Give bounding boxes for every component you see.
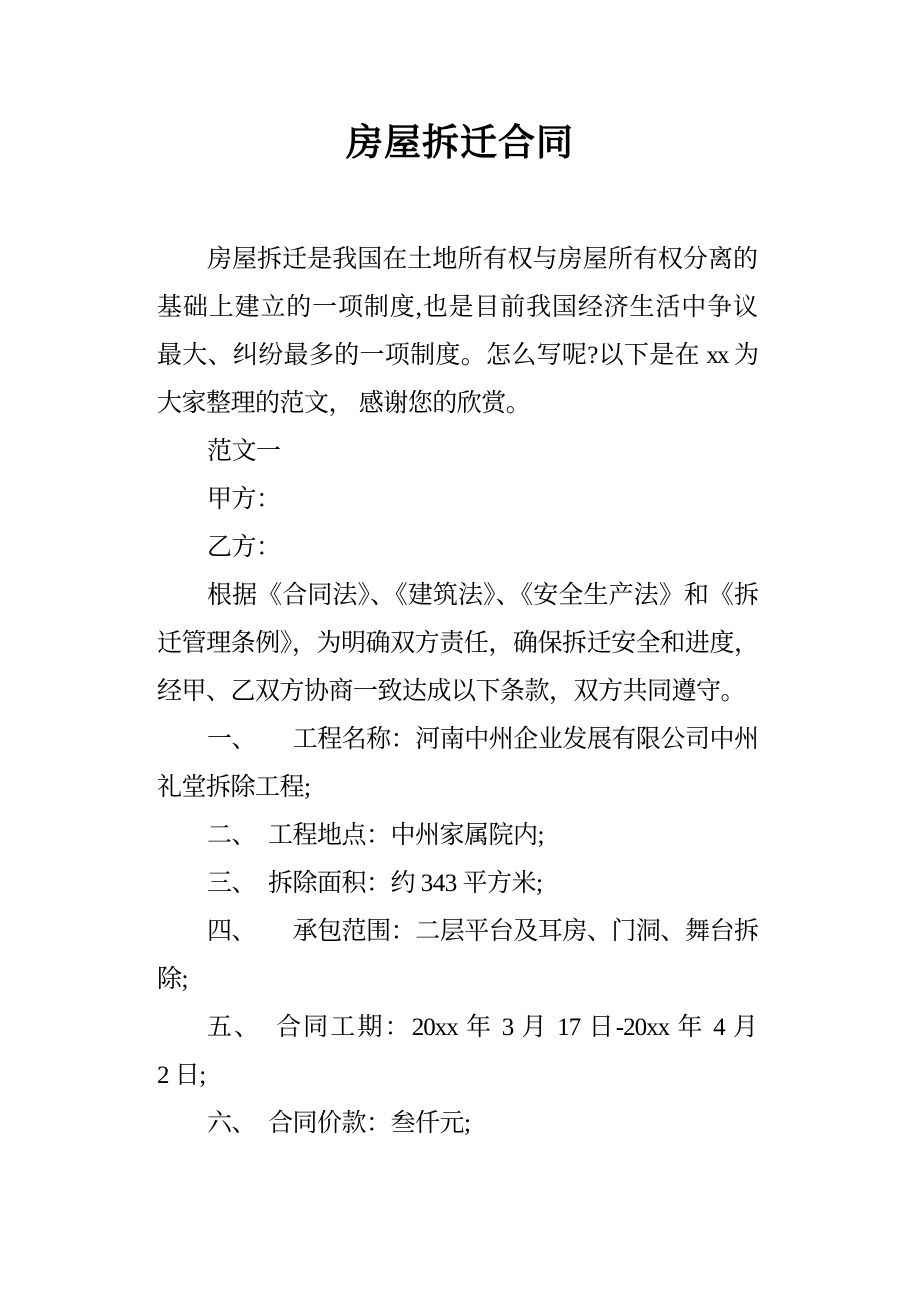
body-line: 六、 合同价款：叁仟元; — [207, 1110, 471, 1137]
body-line: 基础上建立的一项制度,也是目前我国经济生活中争议 — [157, 294, 757, 321]
body-line: 最大、纠纷最多的一项制度。怎么写呢?以下是在 xx 为 — [157, 342, 757, 369]
body-line: 四、 承包范围：二层平台及耳房、门洞、舞台拆 — [207, 918, 757, 945]
body-line: 一、 工程名称：河南中州企业发展有限公司中州 — [207, 726, 757, 753]
body-line: 2 日; — [157, 1062, 206, 1089]
body-line: 根据《合同法》、《建筑法》、《安全生产法》和《拆 — [207, 582, 757, 609]
body-line: 大家整理的范文， 感谢您的欣赏。 — [157, 390, 531, 417]
body-line: 乙方： — [207, 534, 281, 561]
body-line: 五、 合同工期：20xx 年 3 月 17 日-20xx 年 4 月 — [207, 1014, 757, 1041]
body-line: 礼堂拆除工程; — [157, 774, 311, 801]
document-title: 房屋拆迁合同 — [346, 123, 574, 164]
document-body — [157, 236, 757, 1148]
body-line: 房屋拆迁是我国在土地所有权与房屋所有权分离的 — [207, 246, 757, 273]
body-line: 三、 拆除面积：约 343 平方米; — [207, 870, 543, 897]
body-line: 迁管理条例》，为明确双方责任，确保拆迁安全和进度， — [157, 630, 757, 657]
body-line: 二、 工程地点：中州家属院内; — [207, 822, 544, 849]
body-line: 甲方： — [207, 486, 281, 513]
body-line: 范文一 — [207, 438, 281, 465]
body-line: 经甲、乙双方协商一致达成以下条款，双方共同遵守。 — [157, 678, 746, 705]
body-line: 除; — [157, 966, 188, 993]
